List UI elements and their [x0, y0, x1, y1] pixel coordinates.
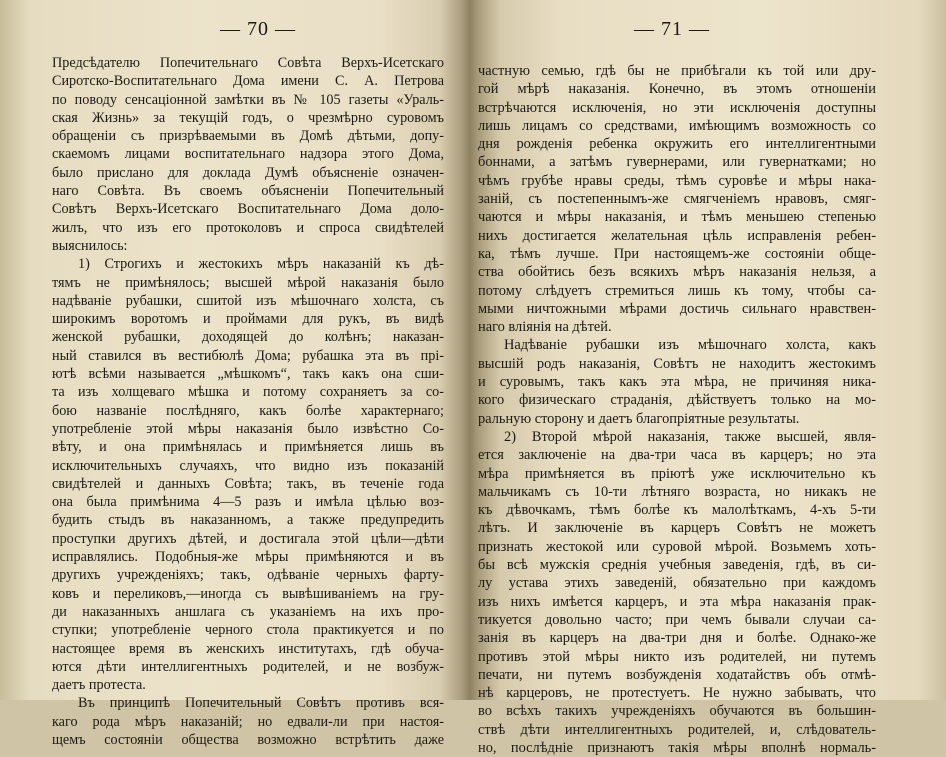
- text-line: дня рожденія ребенка окружить его интеллигентными: [478, 136, 876, 153]
- text-line: ступки; употребленіе черного стола практикуется и по: [52, 622, 444, 639]
- text-line: ральную сторону и даетъ благопріятные результаты.: [478, 410, 800, 427]
- text-line: обращеніи съ призрѣваемыми въ Домѣ дѣтьми, допу-: [52, 128, 444, 145]
- text-line: та изъ холщеваго мѣшка и потому сохраняетъ за со-: [52, 384, 444, 401]
- text-line: 1) Строгихъ и жестокихъ мѣръ наказаній къ дѣ-: [78, 256, 444, 273]
- text-line: лѣтъ. И заключеніе въ карцеръ Совѣтъ не можетъ: [478, 520, 876, 537]
- left-page-text: [52, 54, 444, 749]
- text-line: ется заключеніе на два-три часа въ карцеръ; но эта: [478, 447, 876, 464]
- text-line: ствѣ дѣти интеллигентныхъ родителей, и, слѣдователь-: [478, 721, 876, 738]
- text-line: ный ставился въ вестибюлѣ Дома; рубашка эта въ прі-: [52, 347, 444, 364]
- text-line: свидѣтелей и данныхъ Совѣта; такъ, въ теченіе года: [52, 475, 444, 492]
- text-line: занія въ карцеръ на два-три дня и болѣе. Однако-же: [478, 630, 876, 647]
- text-line: ются дѣти интеллигентныхъ родителей, и не возбуж-: [52, 658, 444, 675]
- text-line: къ дѣвочкамъ, тѣмъ болѣе къ малолѣткамъ, 4-хъ 5-ти: [478, 502, 876, 519]
- text-line: Надѣваніе рубашки изъ мѣшочнаго холста, какъ: [504, 337, 876, 354]
- text-line: настоящее время въ женскихъ институтахъ, гдѣ обуча-: [52, 640, 444, 657]
- text-line: тямъ не примѣнялось; высшей мѣрой наказанія было: [52, 274, 444, 291]
- text-line: надѣваніе рубашки, сшитой изъ мѣшочнаго холста, съ: [52, 292, 444, 309]
- right-page-text: [478, 62, 876, 757]
- text-line: проступки другихъ дѣтей, и достигала этой цѣли—дѣти: [52, 530, 444, 547]
- text-line: лишь лицамъ со средствами, имѣющимъ возможность со: [478, 117, 876, 134]
- text-line: заній, съ постепеннымъ-же смягченіемъ нравовъ, смяг-: [478, 191, 876, 208]
- text-line: встрѣчаются исключенія, но эти исключенія доступны: [478, 99, 876, 116]
- text-line: наго Совѣта. Въ своемъ объясненіи Попечительный: [52, 183, 444, 200]
- text-line: тикуется довольно часто; при чемъ бывали случаи са-: [478, 611, 876, 628]
- text-line: Совѣтъ Верхъ-Исетскаго Воспитательнаго Дома доло-: [52, 201, 444, 218]
- text-line: мѣра примѣняется въ пріютѣ уже исключительно къ: [478, 465, 876, 482]
- text-line: признать жестокой или суровой мѣрой. Возьмемъ хоть-: [478, 538, 876, 555]
- text-line: мальчикамъ съ 10-ти лѣтняго возраста, но никакъ не: [478, 483, 876, 500]
- text-line: высшій родъ наказанія, Совѣтъ не находитъ жестокимъ: [478, 355, 876, 372]
- text-line: ковъ и переликовъ,—иногда съ вывѣшиваніемъ на гру-: [52, 585, 444, 602]
- text-line: ства обойтись безъ всякихъ мѣръ наказанія нельзя, а: [478, 264, 876, 281]
- text-line: нихъ достигается желательная цѣль исправленія ребен-: [478, 227, 876, 244]
- text-line: кого физическаго страданія, дѣйствуетъ только на мо-: [478, 392, 876, 409]
- page-number-right: — 71 —: [634, 18, 710, 40]
- text-line: даетъ протеста.: [52, 677, 146, 694]
- text-line: будить стыдъ въ наказанномъ, а также предупредить: [52, 512, 444, 529]
- text-line: частную семью, гдѣ бы не прибѣгали къ той или дру-: [478, 63, 876, 79]
- text-line: ди наказанныхъ аншлага съ указаніемъ на ихъ про-: [52, 603, 444, 620]
- page-number-left: — 70 —: [220, 18, 296, 40]
- text-line: лу устава этихъ заведеній, обязательно при каждомъ: [478, 575, 876, 592]
- text-line: но, послѣдніе признаютъ такія мѣры вполнѣ нормаль-: [478, 739, 876, 756]
- right-page: [478, 0, 876, 756]
- text-line: бы всѣ мужскія среднія учебныя заведенія, гдѣ, въ си-: [478, 557, 876, 574]
- text-line: чѣмъ грубѣе нравы среды, тѣмъ суровѣе и мѣры нака-: [478, 172, 876, 189]
- text-line: 2) Второй мѣрой наказанія, также высшей, явля-: [504, 428, 876, 445]
- text-line: нѣ карцеровъ, не протестуетъ. Не нужно забывать, что: [478, 685, 876, 702]
- text-line: исправлялись. Подобныя-же мѣры примѣняются и въ: [52, 549, 444, 566]
- text-line: бою названіе послѣдняго, какъ болѣе характернаго;: [52, 402, 444, 419]
- text-line: широкимъ воротомъ и проймами для рукъ, въ видѣ: [52, 311, 444, 328]
- text-line: чаются и мѣры наказанія, и тѣмъ меньшею степенью: [478, 209, 876, 226]
- text-line: печати, ни путемъ возбужденія ходатайствъ объ отмѣ-: [478, 666, 876, 683]
- text-line: ка, тѣмъ лучше. При настоящемъ-же состояніи обще-: [478, 245, 876, 262]
- text-line: ютѣ всѣми называется „мѣшкомъ“, такъ какъ она сши-: [52, 366, 444, 383]
- text-line: употребленіе этой мѣры наказанія было извѣстно Со-: [52, 420, 444, 437]
- text-line: гой мѣрѣ наказанія. Конечно, въ этомъ отношеніи: [478, 81, 876, 98]
- text-line: мыми ничтожными мѣрами достичь сильнаго нравствен-: [478, 300, 876, 317]
- text-line: Сиротско-Воспитательнаго Дома имени С. А. Петрова: [52, 73, 444, 90]
- text-line: Въ принципѣ Попечительный Совѣтъ противъ вся-: [78, 695, 444, 712]
- text-line: и суровымъ, такъ какъ эта мѣра, не причиняя ника-: [478, 374, 876, 391]
- text-line: противъ этой мѣры никто изъ родителей, ни путемъ: [478, 648, 876, 665]
- text-line: по поводу сенсаціонной замѣтки въ № 105 газеты «Ураль-: [52, 91, 444, 108]
- text-line: каго рода мѣръ наказаній; но едвали-ли при настоя-: [52, 713, 444, 730]
- left-page: [52, 0, 444, 748]
- text-line: женской рубашки, доходящей до колѣнъ; наказан-: [52, 329, 444, 346]
- text-line: наго вліянія на дѣтей.: [478, 319, 612, 336]
- text-line: было прислано для доклада Думѣ объясненіе означен-: [52, 164, 444, 181]
- text-line: потому слѣдуетъ стремиться лишь къ тому, чтобы са-: [478, 282, 876, 299]
- text-line: щемъ состояніи общества возможно встрѣтить даже: [52, 731, 444, 748]
- text-line: во всѣхъ такихъ учрежденіяхъ обучаются въ большин-: [478, 703, 876, 720]
- text-line: исключительныхъ случаяхъ, что видно изъ показаній: [52, 457, 444, 474]
- text-line: жилъ, что изъ его протоколовъ и спроса свидѣтелей: [52, 219, 444, 236]
- text-line: изъ нихъ имѣется карцеръ, и эта мѣра наказанія прак-: [478, 593, 876, 610]
- text-line: другихъ учрежденіяхъ; такъ, одѣваніе черныхъ фарту-: [52, 567, 444, 584]
- text-line: скаемомъ лицами воспитательнаго надзора этого Дома,: [52, 146, 444, 163]
- text-line: выяснилось:: [52, 237, 128, 254]
- text-line: Предсѣдателю Попечительнаго Совѣта Верхъ-Исетскаго: [52, 55, 444, 71]
- text-line: вѣту, и она примѣнялась и примѣняется лишь въ: [52, 439, 444, 456]
- text-line: ская Жизнь» за текущій годъ, о чрезмѣрно суровомъ: [52, 109, 444, 126]
- text-line: она была примѣнима 4—5 разъ и имѣла цѣлью воз-: [52, 494, 444, 511]
- text-line: боннами, а затѣмъ гувернерами, или гувернатками; но: [478, 154, 876, 171]
